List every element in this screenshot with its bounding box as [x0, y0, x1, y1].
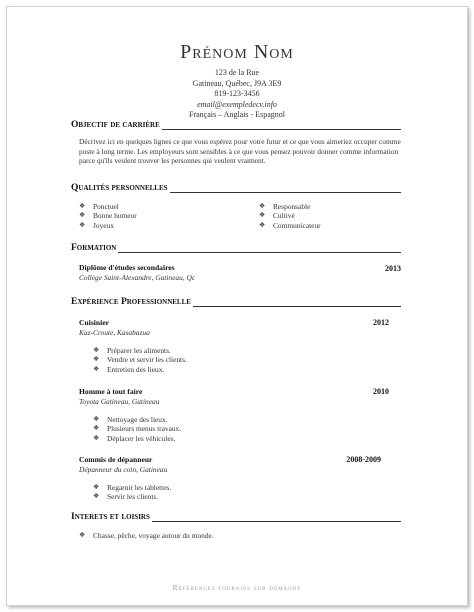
diamond-bullet-icon: ❖ — [259, 202, 266, 210]
diamond-bullet-icon: ❖ — [93, 355, 100, 364]
section-objectif-title — [71, 120, 401, 130]
job-tasks — [93, 346, 187, 374]
list-item — [93, 346, 187, 355]
section-interets-title — [71, 512, 401, 522]
qualite-label: Communicateur — [273, 220, 321, 230]
job-place: Kaz-Croute, Kasabazua — [79, 328, 150, 337]
list-item — [93, 365, 187, 374]
diamond-bullet-icon: ❖ — [93, 424, 100, 433]
qualites-list-right — [259, 202, 321, 230]
qualites-list-left — [79, 202, 137, 230]
diamond-bullet-icon: ❖ — [259, 220, 266, 229]
job-year: 2010 — [373, 387, 389, 396]
job-title: Cuisinier — [79, 318, 109, 327]
list-item — [93, 424, 181, 433]
section-objectif-label: Objectif de carrière — [71, 120, 160, 130]
languages-line: Français – Anglais - Espagnol — [189, 110, 285, 119]
formation-year: 2013 — [385, 264, 401, 273]
diamond-bullet-icon: ❖ — [93, 364, 100, 373]
task-label: Vendre et servir les clients. — [107, 355, 187, 365]
list-item — [93, 434, 181, 443]
references-footer: Références fournies sur demande — [172, 583, 302, 592]
qualite-label: Bonne humeur — [93, 211, 137, 221]
task-label: Plusieurs menus travaux. — [107, 424, 182, 434]
section-experience-label: Expérience Professionnelle — [71, 297, 191, 307]
section-formation-title — [71, 243, 401, 253]
qualite-label: Ponctuel — [93, 202, 119, 211]
section-interets-label: Interets et loisirs — [71, 512, 150, 522]
list-item — [259, 221, 321, 230]
diamond-bullet-icon: ❖ — [93, 415, 100, 423]
qualite-label: Responsable — [273, 202, 311, 211]
job-title: Homme à tout faire — [79, 387, 143, 396]
section-divider — [193, 299, 401, 307]
list-item — [259, 211, 321, 220]
diamond-bullet-icon: ❖ — [93, 483, 100, 491]
section-divider — [170, 185, 401, 193]
formation-degree: Diplôme d'études secondaires — [79, 263, 175, 272]
section-qualites-label: Qualités personnelles — [71, 183, 168, 193]
list-item — [93, 415, 181, 424]
diamond-bullet-icon: ❖ — [79, 211, 86, 220]
candidate-name: Prénom Nom — [180, 41, 294, 63]
city-line: Gatineau, Québec, J9A 3E9 — [192, 78, 282, 88]
job-tasks — [93, 483, 171, 502]
task-label: Nettoyage des lieux. — [107, 415, 168, 424]
diamond-bullet-icon: ❖ — [93, 346, 100, 354]
interets-list — [79, 531, 214, 540]
job-title: Commis de dépanneur — [79, 455, 153, 464]
objectif-text: Décrivez ici en quelques lignes ce que vous espérez pour votre futur et ce que vous aimeriez occuper comme poste à long terme. Les employeurs sont sensibles à ce que vous pensez pouvoir donner comme information parce qu'ils veulent trouver les personnes qui veulent vraiment. — [79, 137, 401, 166]
list-item — [93, 483, 171, 492]
task-label: Déplacer les véhicules. — [107, 433, 176, 443]
diamond-bullet-icon: ❖ — [259, 211, 266, 220]
task-label: Préparer les aliments. — [107, 346, 171, 355]
email-line: email@exempledecv.info — [197, 99, 277, 109]
section-divider — [152, 514, 401, 522]
list-item — [79, 202, 137, 211]
resume-page — [6, 6, 468, 606]
section-formation-label: Formation — [71, 243, 117, 253]
job-year: 2012 — [373, 318, 389, 327]
list-item — [93, 355, 187, 364]
job-year: 2008-2009 — [346, 455, 381, 464]
diamond-bullet-icon: ❖ — [93, 433, 100, 442]
task-label: Servir les clients. — [107, 492, 159, 502]
task-label: Regarnir les tablettes. — [107, 483, 172, 492]
diamond-bullet-icon: ❖ — [79, 202, 86, 210]
job-place: Dépanneur du coin, Gatineau — [79, 465, 168, 474]
list-item — [259, 202, 321, 211]
list-item — [79, 211, 137, 220]
task-label: Entretien des lieux. — [107, 364, 165, 374]
section-qualites-title — [71, 183, 401, 193]
list-item — [79, 531, 214, 540]
contact-block — [7, 68, 467, 121]
interet-label: Chasse, pêche, voyage autour du monde. — [93, 531, 214, 540]
list-item — [93, 492, 171, 501]
formation-school: Collège Saint-Alexandre, Gatineau, Qc — [79, 273, 196, 282]
section-divider — [162, 122, 401, 130]
address-line: 123 de la Rue — [214, 68, 260, 77]
diamond-bullet-icon: ❖ — [79, 220, 86, 229]
phone-line: 819-123-3456 — [214, 89, 260, 98]
qualite-label: Joyeux — [93, 220, 114, 230]
diamond-bullet-icon: ❖ — [93, 492, 100, 501]
job-tasks — [93, 415, 181, 443]
diamond-bullet-icon: ❖ — [79, 531, 86, 539]
job-place: Toyota Gatineau, Gatineau — [79, 397, 160, 406]
section-experience-title — [71, 297, 401, 307]
section-divider — [118, 245, 401, 253]
list-item — [79, 221, 137, 230]
qualite-label: Cultivé — [273, 211, 295, 221]
